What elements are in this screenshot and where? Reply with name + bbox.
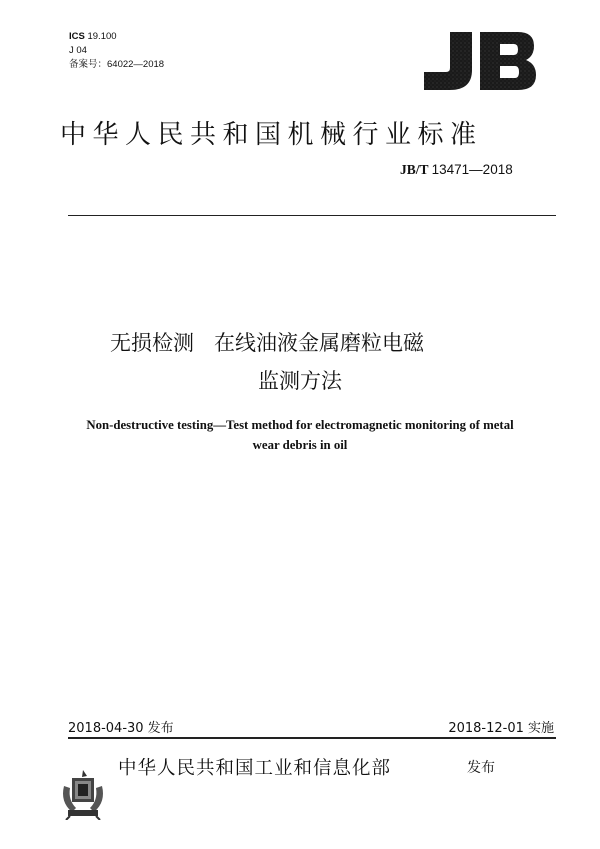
standard-code: JB/T 13471—2018 [400,162,513,177]
national-emblem-icon [58,768,108,820]
header-divider [68,215,556,216]
title-zh-line2: 监测方法 [258,369,342,393]
class-code: J 04 [69,45,87,56]
record-number: 备案号：64022—2018 [69,59,165,70]
issuing-ministry: 中华人民共和国工业和信息化部 [118,758,392,779]
footer-divider [68,737,556,739]
implement-date: 2018-12-01 实施 [448,721,554,736]
publish-date: 2018-04-30 发布 [68,721,174,736]
title-en-line2: wear debris in oil [252,438,348,452]
title-zh-line1: 无损检测 在线油液金属磨粒电磁 [110,331,425,355]
jb-logo [420,30,538,92]
standard-category-title: 中华人民共和国机械行业标准 [60,120,483,150]
title-en-line1: Non-destructive testing—Test method for electromagnetic monitoring of metal [86,418,514,432]
ics-code: ICS 19.100 [69,31,117,42]
issue-label: 发布 [467,760,495,776]
